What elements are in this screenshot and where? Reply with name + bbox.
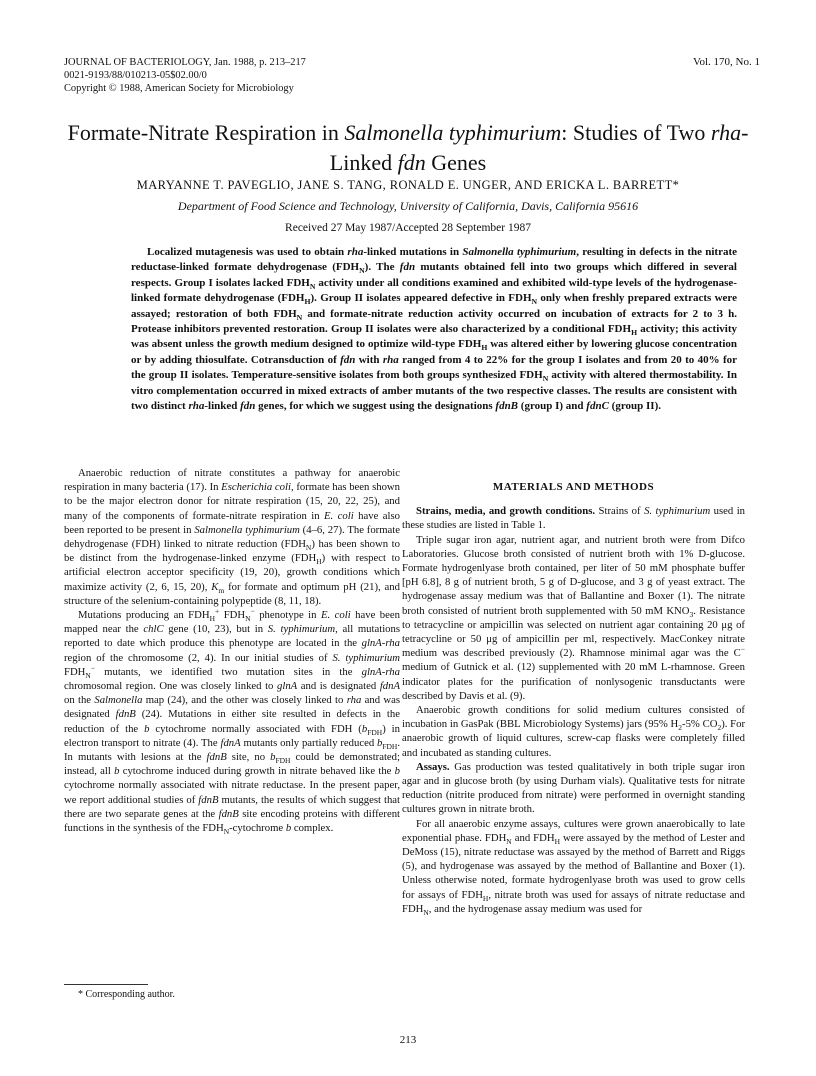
article-code: 0021-9193/88/010213-05$02.00/0 <box>64 70 207 81</box>
page-number: 213 <box>399 1034 417 1046</box>
corresponding-author-footnote: * Corresponding author. <box>78 989 175 1000</box>
intro-paragraph-1: Anaerobic reduction of nitrate constitutes a pathway for anaerobic respiration in many bacteria (17). In Escherichia coli, formate has been shown to be the major electron donor for nitrate respiration (15, 20, 22, 25), and many of the components of formate-nitrate respiration in E. coli have also been reported to be present in Salmonella typhimurium (4–6, 27). The formate dehydrogenase (FDH) linked to nitrate reduction $(FDH_N)$ has been shown to be distinct from the hydrogenase-linked enzyme $(FDH_H)$ with respect to artificial electron acceptor specificity (19, 20), growth conditions which maximize activity (2, 6, 15, 20), $K_m$ for formate and optimum pH (21), and structure of the selenium-containing polypeptide (8, 11, 18). <box>64 467 401 607</box>
intro-paragraph-2: Mutations producing an $FDH_H^+$ $FDH_N^-$ phenotype in E. coli have been mapped near the chlC gene (10, 23), but in S. typhimurium, all mutations reported to date which produce this phenotype are located in the glnA-rha region of the chromosome (2, 4). In our initial studies of S. typhimurium $FDH_N^-$ mutants, we identified two mutation sites in the glnA-rha chromosomal region. One was closely linked to glnA and is designated fdnA on the Salmonella map (24), and the other was closely linked to rha and was designated fdnB (24). Mutations in either site resulted in defects in the reduction of the b cytochrome normally associated with FDH $(b_{FDH})$ in electron transport to nitrate (4). The fdnA mutants only partially reduced $b_{FDH}$. In mutants with lesions at the fdnB site, no $b_{FDH}$ could be demonstrated; instead, all b cytochrome induced during growth in nitrate behaved like the b cytochrome normally associated with nitrate reductase. In the present paper, we report additional studies of fdnB mutants, the results of which suggest that there are two separate genes at the fdnB site encoding proteins with different functions in the synthesis of the $FDH_N$-cytochrome b complex. <box>64 606 401 837</box>
body-column-left <box>64 466 400 835</box>
body-column-right <box>402 466 745 916</box>
running-header <box>64 56 306 95</box>
methods-paragraph-4: Assays. Gas production was tested qualitatively in both triple sugar iron agar and in glucose broth (by using Durham vials). Qualitative tests for nitrate reduction (nitrite produced from nitrate) were performed in overnight standing cultures grown in nitrate broth. <box>402 760 745 816</box>
footnote-rule <box>64 984 148 985</box>
journal-citation: JOURNAL OF BACTERIOLOGY, Jan. 1988, p. 213–217 <box>64 57 306 68</box>
abstract-paragraph: Localized mutagenesis was used to obtain rha-linked mutations in Salmonella typhimurium, resulting in defects in the nitrate reductase-linked formate dehydrogenase $(FDH_N)$. The fdn mutants obtained fell into two groups which differed in several respects. Group I isolates lacked $FDH_N$ activity under all conditions examined and exhibited wild-type levels of the hydrogenase-linked formate dehydrogenase $(FDH_H)$. Group II isolates appeared defective in $FDH_N$ only when freshly prepared extracts were assayed; restoration of both $FDH_N$ and formate-nitrate reduction activity occurred on incubation of extracts for 2 to 3 h. Protease inhibitors prevented restoration. Group II isolates were also characterized by a conditional $FDH_H$ activity; this activity was absent unless the growth medium designed to optimize wild-type $FDH_H$ was altered either by lowering glucose concentration or by adding thiosulfate. Cotransduction of fdn with rha ranged from 4 to 22% for the group I isolates and from 20 to 40% for the group II isolates. Temperature-sensitive isolates from both groups synthesized $FDH_N$ activity with altered thermostability. In vitro complementation occurred in mixed extracts of amber mutants of the two respective classes. The results are consistent with two distinct rha-linked fdn genes, for which we suggest using the designations fdnB (group I) and fdnC (group II). <box>131 246 738 413</box>
abstract <box>131 245 737 414</box>
methods-paragraph-1: Strains, media, and growth conditions. Strains of S. typhimurium used in these studies are listed in Table 1. <box>402 505 746 532</box>
affiliation: Department of Food Science and Technology, University of California, Davis, California 95616 <box>177 199 639 213</box>
volume-issue: Vol. 170, No. 1 <box>692 56 760 68</box>
received-date: Received 27 May 1987/Accepted 28 September 1987 <box>285 222 531 234</box>
article-title: Formate-Nitrate Respiration in Salmonella typhimurium: Studies of Two rha-Linked fdn Genes <box>67 120 749 175</box>
methods-paragraph-5: For all anaerobic enzyme assays, cultures were grown anaerobically to late exponential phase. $FDH_N$ and $FDH_H$ were assayed by the method of Lester and DeMoss (15), nitrate reductase was assayed by the method of Barrett and Riggs (5), and hydrogenase was assayed by the method of Ballantine and Boxer (1). Unless otherwise noted, formate hydrogenlyase broth was used to grow cells for assays of $FDH_H$, nitrate broth was used for assays of nitrate reductase and $FDH_N$, and the hydrogenase assay medium was used for <box>402 817 745 918</box>
author-list: MARYANNE T. PAVEGLIO, JANE S. TANG, RONALD E. UNGER, AND ERICKA L. BARRETT* <box>136 178 680 192</box>
section-heading: MATERIALS AND METHODS <box>492 481 655 493</box>
methods-paragraph-3: Anaerobic growth conditions for solid medium cultures consisted of incubation in GasPak (BBL Microbiology Systems) jars (95% $H_2-5\%$ $CO_2$). For anaerobic growth of liquid cultures, screw-cap flasks were completely filled and incubated as standing cultures. <box>402 704 746 759</box>
methods-paragraph-2: Triple sugar iron agar, nutrient agar, and nutrient broth were from Difco Laboratories. Glucose broth consisted of nutrient broth with 1% D-glucose. Formate hydrogenlyase broth contained, per liter of 50 mM phosphate buffer [pH 6.8], 8 g of nutrient broth, 5 g of D-glucose, and 3 g of yeast extract. The hydrogenase assay medium was that of Ballantine and Boxer (1). The nitrate broth consisted of nutrient broth supplemented with 50 mM $KNO_3$. Resistance to tetracycline or ampicillin was selected on nutrient agar containing 20 μg of tetracycline or 50 μg of ampicillin per ml, respectively. MacConkey nitrate medium was described previously (2). Rhamnose minimal agar was the C− medium of Gutnick et al. (12) supplemented with 20 mM L-rhamnose. Green indicator plates for the purification of nonlysogenic transductants were described by Davis et al. (9). <box>402 533 745 702</box>
copyright-line: Copyright © 1988, American Society for Microbiology <box>64 83 294 94</box>
